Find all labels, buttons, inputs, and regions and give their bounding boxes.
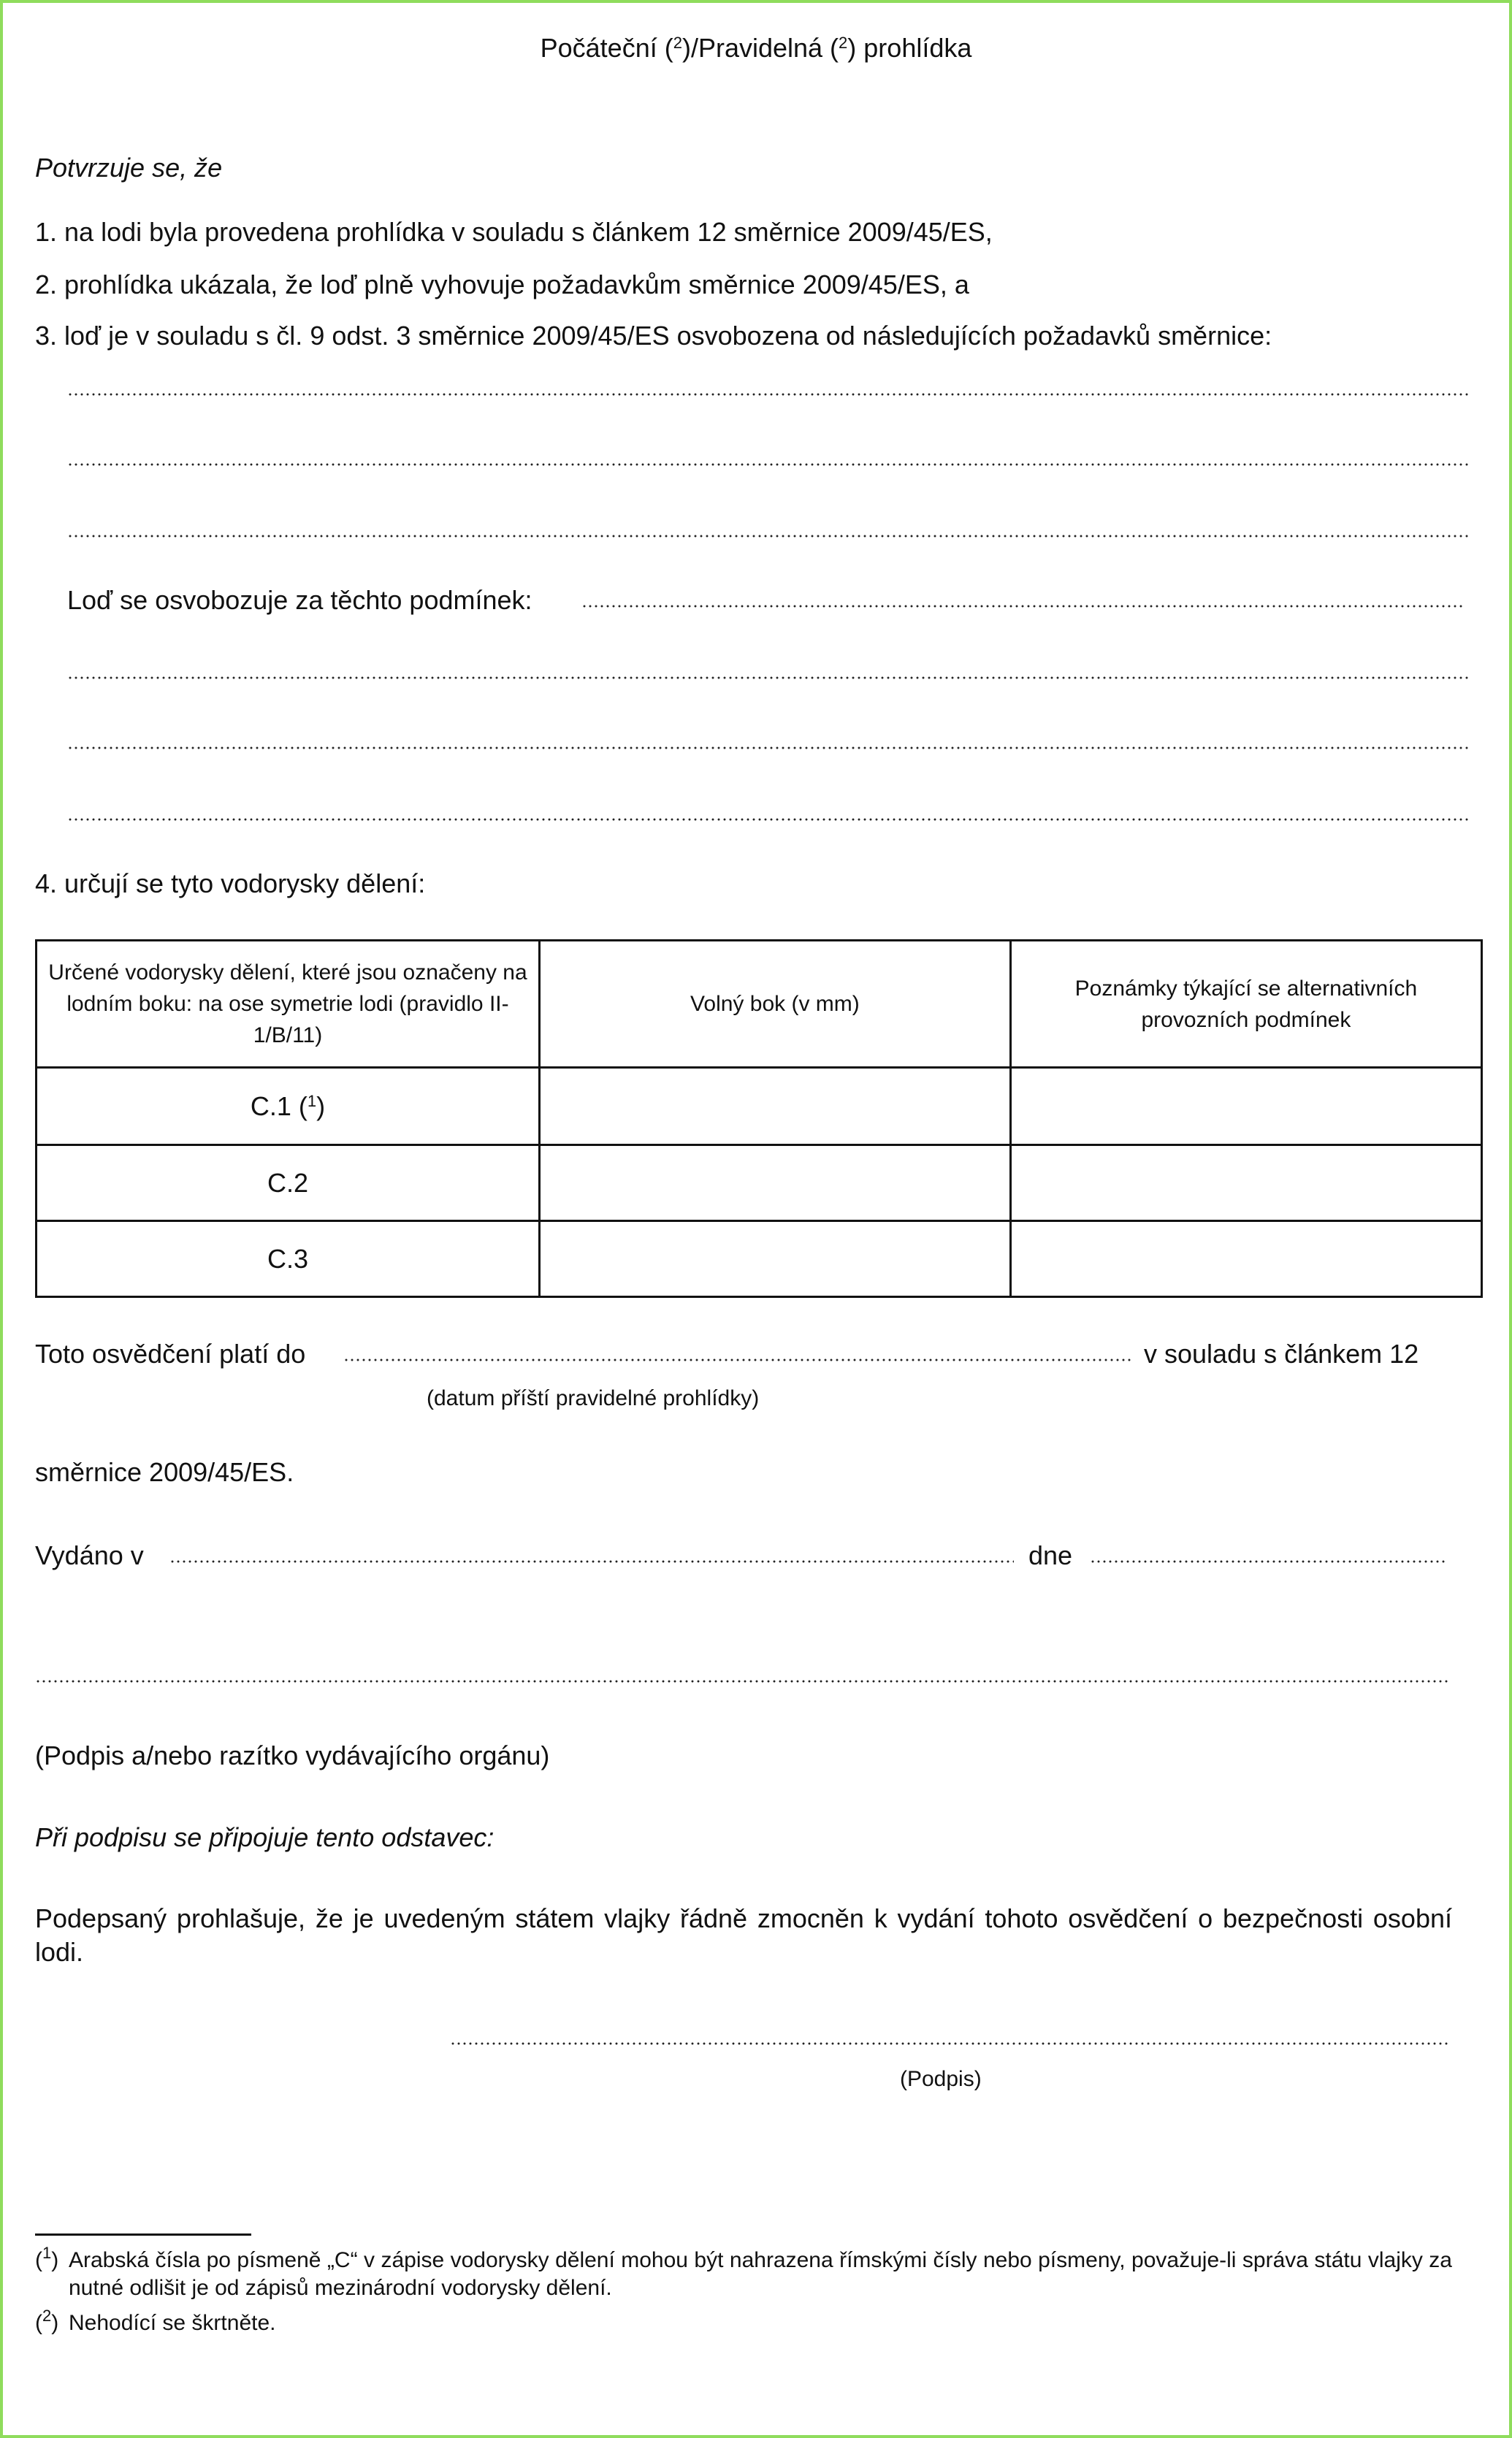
footnote-1-mark: 1 [42,2244,52,2262]
row-label-c3: C.3 [37,1221,540,1297]
signature-note: Při podpisu se připojuje tento odstavec: [35,1822,495,1852]
notes-cell[interactable] [1010,1221,1481,1297]
freeboard-cell[interactable] [539,1145,1010,1221]
row-label-c1: C.1 ($^1$) [37,1068,540,1145]
footnote-1: ($^1$) Arabská čísla po písmeně „C“ v zápise vodorysky dělení mohou být nahrazena římskými čísly nebo písmeny, považuje-li správa státu vlajky za nutné odlišit je od zápisů mezinárodní vodorysky dělení. [35,2247,1452,2302]
conditions-line-3[interactable] [67,818,1471,821]
intro-text: Potvrzuje se, že [35,153,223,183]
issued-place-line[interactable] [169,1560,1014,1563]
item-1: 1. na lodi byla provedena prohlídka v souladu s článkem 12 směrnice 2009/45/ES, [35,217,993,247]
footnote-1-text: Arabská čísla po písmeně „C“ v zápise vodorysky dělení mohou být nahrazena římskými čísly nebo písmeny, považuje-li správa státu vlajky za nutné odlišit je od zápisů mezinárodní vodorysky dělení. [69,2248,1452,2300]
validity-continuation: směrnice 2009/45/ES. [35,1457,294,1487]
item-2: 2. prohlídka ukázala, že loď plně vyhovuje požadavkům směrnice 2009/45/ES, a [35,270,969,299]
validity-prefix: Toto osvědčení platí do [35,1339,306,1369]
declaration-text: Podepsaný prohlašuje, že je uvedeným státem vlajky řádně zmocněn k vydání tohoto osvědčení o bezpečnosti osobní lodi. [35,1903,1452,1967]
conditions-line-1[interactable] [67,676,1471,679]
issued-prefix: Vydáno v [35,1540,144,1570]
notes-cell[interactable] [1010,1068,1481,1145]
signature-caption: (Podpis) [900,2067,982,2091]
header-notes: Poznámky týkající se alternativních provozních podmínek [1010,941,1481,1068]
conditions-line-2[interactable] [67,746,1471,749]
footnote-2-mark: 2 [42,2307,52,2325]
footnote-2-text: Nehodící se škrtněte. [69,2311,276,2335]
validity-date-line[interactable] [343,1359,1132,1361]
validity-date-caption: (datum příští pravidelné prohlídky) [427,1386,760,1410]
table-row [37,1221,1482,1297]
item-3: 3. loď je v souladu s čl. 9 odst. 3 směrnice 2009/45/ES osvobozena od následujících požadavků směrnice: [35,321,1272,351]
freeboard-cell[interactable] [539,1068,1010,1145]
subdivision-loadlines-table [35,939,1483,1298]
row-label-c2: C.2 [37,1145,540,1221]
conditions-line-0[interactable] [581,605,1464,608]
exemption-line-3[interactable] [67,535,1471,538]
conditions-label: Loď se osvobozuje za těchto podmínek: [67,585,532,615]
signature-line[interactable] [450,2042,1451,2045]
authority-signature-line[interactable] [35,1680,1449,1683]
exemption-line-2[interactable] [67,463,1471,466]
authority-signature-caption: (Podpis a/nebo razítko vydávajícího orgánu) [35,1740,550,1770]
footnote-divider [35,2233,251,2236]
page-title: Počáteční ($^2$)/Pravidelná ($^2$) prohlídka [540,33,972,63]
table-row [37,1145,1482,1221]
validity-suffix: v souladu s článkem 12 [1144,1339,1419,1369]
footnote-2: ($^2$) Nehodící se škrtněte. [35,2309,1452,2337]
freeboard-cell[interactable] [539,1221,1010,1297]
notes-cell[interactable] [1010,1145,1481,1221]
table-row [37,1068,1482,1145]
issued-date-label: dne [1028,1540,1073,1570]
item-4: 4. určují se tyto vodorysky dělení: [35,868,426,898]
header-loadlines: Určené vodorysky dělení, které jsou označeny na lodním boku: na ose symetrie lodi (pravidlo II-1/B/11) [37,941,540,1068]
issued-date-line[interactable] [1090,1560,1448,1563]
table-header-row [37,941,1482,1068]
exemption-line-1[interactable] [67,393,1471,396]
header-freeboard: Volný bok (v mm) [539,941,1010,1068]
